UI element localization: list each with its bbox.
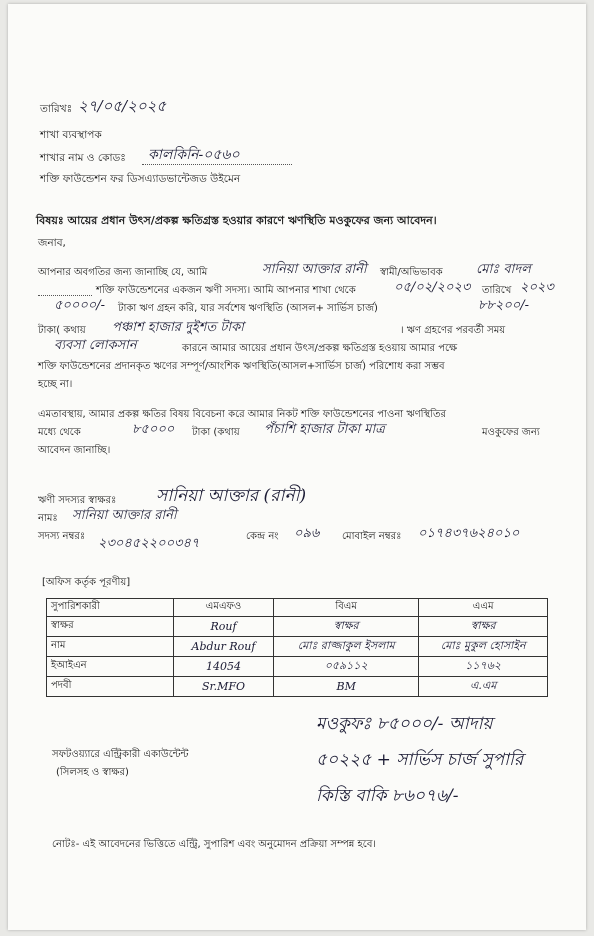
table-row — [47, 617, 548, 637]
handwritten-annotation: ৫০২২৫ + সার্ভিস চার্জ সুপারি — [316, 750, 524, 770]
para2-line3-text: আবেদন জানাচ্ছি। — [38, 445, 111, 456]
center-number: ০৯৬ — [294, 526, 320, 541]
para2-line2-text: মধ্যে থেকে — [38, 427, 81, 438]
recommendation-table — [46, 598, 548, 697]
table-cell: মোঃ রাজ্জাকুল ইসলাম — [274, 637, 419, 657]
borrower-signature-label: ঋণী সদস্যর স্বাক্ষরঃ — [38, 495, 117, 506]
loan-year-handwritten: ২০২৩ — [520, 280, 554, 295]
date-value: ২৭/০৫/২০২৫ — [78, 97, 167, 115]
mobile-label: মোবাইল নম্বরঃ — [342, 531, 402, 542]
balance-in-words-handwritten: পঞ্চাশ হাজার দুইশত টাকা — [112, 320, 244, 335]
table-cell: ১১৭৬২ — [419, 657, 548, 677]
date-label: তারিখঃ — [40, 103, 73, 115]
row-label: পদবী — [47, 677, 174, 697]
branch-value: কালকিনি-০৫৬০ — [148, 147, 240, 163]
date-word: তারিখে — [482, 285, 512, 296]
loan-amount-handwritten: ৫০০০০/- — [54, 298, 106, 313]
table-header: এএম — [419, 599, 548, 617]
table-cell: ০৫৯১১২ — [274, 657, 419, 677]
row-label: নাম — [47, 637, 174, 657]
organization-name: শক্তি ফাউন্ডেশন ফর ডিসএ্যাডভান্টেজড উইমেন — [40, 173, 241, 185]
in-words-label-2: টাকা (কথায় — [192, 427, 240, 438]
subject-line: বিষয়ঃ আয়ের প্রধান উৎস/প্রকল্প ক্ষতিগ্রস্ত হওয়ার কারণে ঋণস্থিতি মওকুফের জন্য আবেদন। — [36, 214, 437, 227]
center-label: কেন্দ্র নং — [246, 531, 279, 542]
accountant-seal-note: (সিলসহ ও স্বাক্ষর) — [56, 767, 129, 778]
row-label: স্বাক্ষর — [47, 617, 174, 637]
table-header: এমএফও — [174, 599, 274, 617]
table-cell: এ.এম — [419, 677, 548, 697]
addressee-title: শাখা ব্যবস্থাপক — [40, 129, 102, 141]
para1-line7-text: হচ্ছে না। — [38, 379, 73, 390]
para1-line2-text: শক্তি ফাউন্ডেশনের একজন ঋণী সদস্য। আমি আপনার শাখা থেকে — [96, 285, 356, 296]
loan-balance-handwritten: ৮৮২০০/- — [478, 298, 530, 313]
guardian-name-handwritten: মোঃ বাদল — [476, 262, 531, 277]
table-cell: Sr.MFO — [174, 677, 274, 697]
table-header-row — [47, 599, 548, 617]
loss-reason-handwritten: ব্যবসা লোকসান — [54, 338, 137, 353]
member-number-label: সদস্য নম্বরঃ — [38, 531, 86, 542]
para1-line5-text: কারনে আমার আয়ের প্রধান উৎস/প্রকল্প ক্ষতিগ্রস্ত হওয়ায় আমার পক্ষে — [182, 343, 458, 354]
salutation: জনাব, — [38, 237, 66, 249]
table-cell: BM — [274, 677, 419, 697]
para1-line4-text: । ঋণ গ্রহণের পরবর্তী সময় — [400, 325, 506, 336]
para1-line6-text: শক্তি ফাউন্ডেশনের প্রদানকৃত ঋণের সম্পূর্ণ/আংশিক ঋণস্থিতি(আসল+সার্ভিস চার্জ) পরিশোধ করা সম্ভব — [38, 361, 445, 372]
para2-line2-end: মওকুফের জন্য — [482, 427, 540, 438]
member-number: ২৩০৪৫২২০০৩৪৭ — [98, 536, 200, 551]
borrower-name: সানিয়া আক্তার রানী — [72, 508, 177, 523]
in-words-label: টাকা( কথায় — [38, 325, 86, 336]
para1-line3-text: টাকা ঋণ গ্রহন করি, যার সর্বশেষ ঋণস্থিতি (আসল+ সার্ভিস চার্জ) — [118, 303, 378, 314]
table-row — [47, 677, 548, 697]
guardian-label: স্বামী/অভিভাবক — [380, 267, 443, 278]
table-row — [47, 657, 548, 677]
waiver-amount-handwritten: ৮৫০০০ — [132, 422, 175, 437]
para1-line1-text: আপনার অবগতির জন্য জানাচ্ছি যে, আমি — [38, 267, 208, 278]
signature-cell: স্বাক্ষর — [419, 617, 548, 637]
para2-line1-text: এমতাবস্থায়, আমার প্রকল্প ক্ষতির বিষয় বিবেচনা করে আমার নিকট শক্তি ফাউন্ডেশনের পাওনা ঋণস্থিতির — [38, 409, 447, 420]
table-cell: Abdur Rouf — [174, 637, 274, 657]
name-label: নামঃ — [38, 513, 58, 524]
waiver-in-words-handwritten: পঁচাশি হাজার টাকা মাত্র — [264, 422, 385, 437]
handwritten-annotation: কিস্তি বাকি ৮৬০৭৬/- — [316, 786, 459, 806]
table-header: বিএম — [274, 599, 419, 617]
application-sheet — [8, 4, 586, 930]
table-cell: 14054 — [174, 657, 274, 677]
footnote: নোটঃ- এই আবেদনের ভিত্তিতে এন্ট্রি, সুপারিশ এবং অনুমোদন প্রক্রিয়া সম্পন্ন হবে। — [52, 839, 376, 850]
table-cell: মোঃ মুকুল হোসাইন — [419, 637, 548, 657]
loan-date-handwritten: ০৫/০২/২০২৩ — [394, 280, 471, 295]
office-use-note: [অফিস কর্তৃক পূরণীয়] — [42, 577, 131, 588]
mobile-number: ০১৭৪৩৭৬২৪০১০ — [418, 526, 520, 541]
table-header: সুপারিশকারী — [47, 599, 174, 617]
table-row — [47, 637, 548, 657]
row-label: ইআইএন — [47, 657, 174, 677]
accountant-title: সফটওয়্যারে এন্ট্রিকারী একাউন্টেন্ট — [52, 749, 189, 760]
signature-cell: স্বাক্ষর — [274, 617, 419, 637]
handwritten-annotation: মওকুফঃ ৮৫০০০/- আদায় — [316, 714, 493, 734]
signature-cell: Rouf — [174, 617, 274, 637]
applicant-name-handwritten: সানিয়া আক্তার রানী — [262, 262, 367, 277]
branch-label: শাখার নাম ও কোডঃ — [40, 152, 126, 164]
borrower-signature: সানিয়া আক্তার (রানী) — [156, 486, 307, 506]
